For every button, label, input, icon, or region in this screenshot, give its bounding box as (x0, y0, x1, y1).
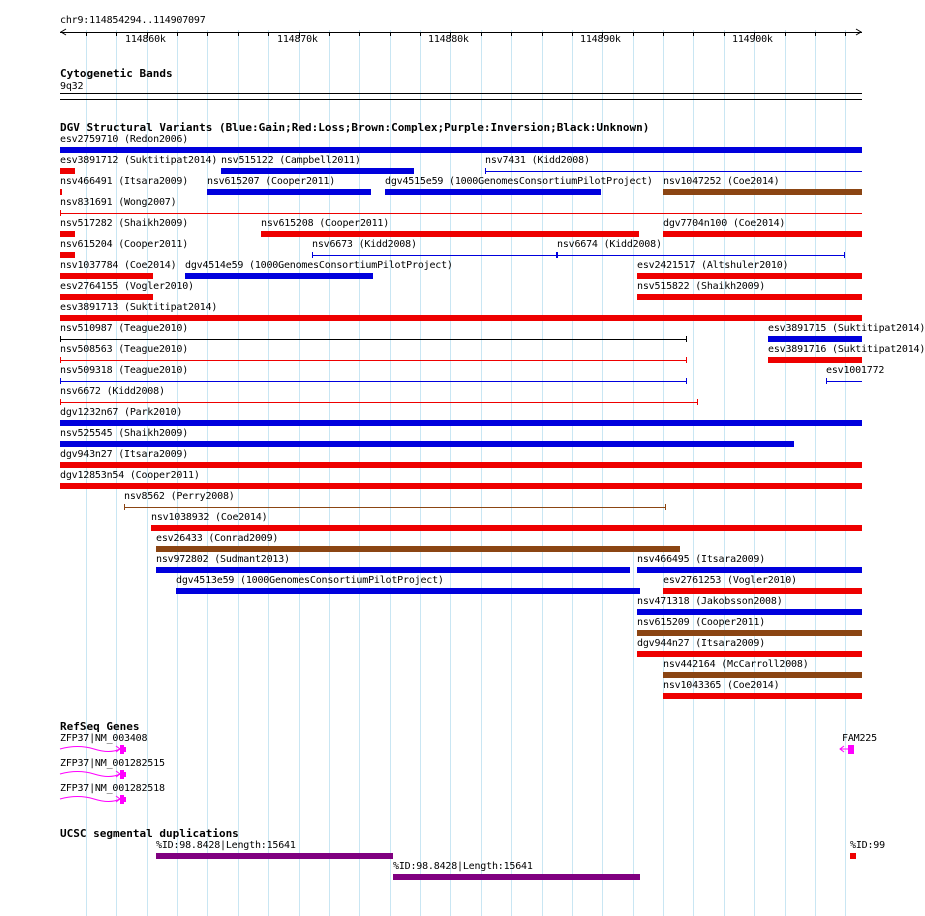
gridline (390, 30, 391, 916)
dgv-feature-bar[interactable] (60, 231, 75, 237)
dgv-feature-bar[interactable] (60, 147, 862, 153)
dgv-feature-endcap (60, 399, 61, 405)
cytogenetic-track-title[interactable]: Cytogenetic Bands (60, 67, 173, 80)
dgv-feature-label: dgv4514e59 (1000GenomesConsortiumPilotProject) (185, 260, 453, 271)
dgv-feature-line[interactable] (312, 255, 557, 256)
ruler-tick (724, 32, 725, 36)
ruler-tick (815, 32, 816, 36)
segdup-bar[interactable] (850, 853, 856, 859)
dgv-feature-label: esv3891713 (Suktitipat2014) (60, 302, 218, 313)
dgv-feature-bar[interactable] (663, 189, 862, 195)
dgv-feature-label: nsv471318 (Jakobsson2008) (637, 596, 783, 607)
gridline (785, 30, 786, 916)
dgv-feature-label: dgv4515e59 (1000GenomesConsortiumPilotProject) (385, 176, 653, 187)
dgv-feature-bar[interactable] (663, 231, 862, 237)
dgv-feature-bar[interactable] (663, 693, 862, 699)
gridline (724, 30, 725, 916)
dgv-feature-line[interactable] (60, 402, 698, 403)
dgv-feature-line[interactable] (60, 339, 687, 340)
dgv-feature-bar[interactable] (60, 273, 153, 279)
dgv-feature-line[interactable] (60, 381, 687, 382)
dgv-feature-label: nsv466495 (Itsara2009) (637, 554, 766, 565)
ruler-tick (511, 32, 512, 36)
dgv-feature-label: nsv6673 (Kidd2008) (312, 239, 417, 250)
dgv-feature-label: dgv12853n54 (Cooper2011) (60, 470, 200, 481)
ruler-tick (86, 32, 87, 36)
dgv-feature-label: nsv615204 (Cooper2011) (60, 239, 189, 250)
dgv-feature-label: nsv615209 (Cooper2011) (637, 617, 766, 628)
segdup-label: %ID:98.8428|Length:15641 (393, 861, 533, 872)
dgv-feature-endcap (312, 252, 313, 258)
dgv-feature-bar[interactable] (60, 168, 75, 174)
cytoband-bottom-line (60, 99, 862, 100)
dgv-feature-bar[interactable] (156, 546, 680, 552)
dgv-feature-label: dgv943n27 (Itsara2009) (60, 449, 189, 460)
dgv-feature-bar[interactable] (151, 525, 862, 531)
gridline (633, 30, 634, 916)
gene-model[interactable] (60, 792, 150, 806)
ruler-range-label: chr9:114854294..114907097 (60, 15, 206, 26)
dgv-feature-label: nsv525545 (Shaikh2009) (60, 428, 189, 439)
dgv-feature-endcap (60, 336, 61, 342)
dgv-feature-label: nsv515122 (Campbell2011) (221, 155, 361, 166)
dgv-feature-endcap (485, 168, 486, 174)
dgv-feature-bar[interactable] (156, 567, 630, 573)
ruler-tick-label: 114890k (580, 34, 621, 45)
dgv-feature-bar[interactable] (207, 189, 371, 195)
dgv-feature-bar[interactable] (663, 588, 862, 594)
dgv-feature-bar[interactable] (261, 231, 639, 237)
dgv-feature-bar[interactable] (637, 567, 862, 573)
dgv-feature-bar[interactable] (60, 420, 862, 426)
dgv-feature-bar[interactable] (60, 189, 62, 195)
gridline (481, 30, 482, 916)
dgv-feature-label: esv3891716 (Suktitipat2014) (768, 344, 925, 355)
ruler-tick (268, 32, 269, 36)
dgv-feature-endcap (557, 252, 558, 258)
dgv-feature-bar[interactable] (60, 252, 75, 258)
dgv-feature-label: nsv831691 (Wong2007) (60, 197, 177, 208)
dgv-feature-bar[interactable] (60, 294, 153, 300)
dgv-feature-label: nsv510987 (Teague2010) (60, 323, 189, 334)
dgv-feature-endcap (686, 357, 687, 363)
ruler-tick (177, 32, 178, 36)
dgv-feature-label: nsv7431 (Kidd2008) (485, 155, 590, 166)
segdup-track-title[interactable]: UCSC segmental duplications (60, 827, 239, 840)
ruler-tick-label: 114870k (277, 34, 318, 45)
dgv-feature-endcap (60, 378, 61, 384)
dgv-track-title[interactable]: DGV Structural Variants (Blue:Gain;Red:Loss;Brown:Complex;Purple:Inversion;Black:Unknown) (60, 121, 650, 134)
dgv-feature-bar[interactable] (637, 273, 862, 279)
dgv-feature-label: nsv615208 (Cooper2011) (261, 218, 390, 229)
dgv-feature-label: nsv466491 (Itsara2009) (60, 176, 189, 187)
ruler-tick (693, 32, 694, 36)
gene-label: ZFP37|NM_003408 (60, 733, 148, 744)
ruler-tick (238, 32, 239, 36)
dgv-feature-bar[interactable] (221, 168, 414, 174)
dgv-feature-bar[interactable] (60, 315, 862, 321)
dgv-feature-label: nsv509318 (Teague2010) (60, 365, 189, 376)
dgv-feature-label: nsv1043365 (Coe2014) (663, 680, 780, 691)
segdup-label: %ID:98.8428|Length:15641 (156, 840, 296, 851)
ruler-tick (633, 32, 634, 36)
ruler-tick (329, 32, 330, 36)
dgv-feature-endcap (826, 378, 827, 384)
dgv-feature-label: dgv944n27 (Itsara2009) (637, 638, 766, 649)
dgv-feature-bar[interactable] (768, 357, 862, 363)
dgv-feature-label: esv2761253 (Vogler2010) (663, 575, 797, 586)
ruler-tick (845, 32, 846, 36)
gene-model[interactable] (838, 742, 858, 756)
dgv-feature-bar[interactable] (60, 441, 794, 447)
ruler-tick (420, 32, 421, 36)
dgv-feature-label: dgv7704n100 (Coe2014) (663, 218, 786, 229)
ruler-tick (481, 32, 482, 36)
gridline (450, 30, 451, 916)
dgv-feature-label: nsv442164 (McCarroll2008) (663, 659, 809, 670)
dgv-feature-label: dgv1232n67 (Park2010) (60, 407, 183, 418)
dgv-feature-label: nsv6674 (Kidd2008) (557, 239, 662, 250)
ruler-tick (116, 32, 117, 36)
gene-model[interactable] (60, 742, 150, 756)
dgv-feature-endcap (697, 399, 698, 405)
ruler-tick (390, 32, 391, 36)
dgv-feature-label: esv26433 (Conrad2009) (156, 533, 279, 544)
gridline (602, 30, 603, 916)
dgv-feature-line[interactable] (60, 213, 862, 214)
dgv-feature-bar[interactable] (637, 651, 862, 657)
dgv-feature-endcap (60, 210, 61, 216)
gridline (663, 30, 664, 916)
gridline (754, 30, 755, 916)
dgv-feature-line[interactable] (557, 255, 845, 256)
ruler-tick-label: 114880k (428, 34, 469, 45)
dgv-feature-bar[interactable] (637, 294, 862, 300)
dgv-feature-label: dgv4513e59 (1000GenomesConsortiumPilotProject) (176, 575, 444, 586)
dgv-feature-bar[interactable] (768, 336, 862, 342)
dgv-feature-label: nsv1037784 (Coe2014) (60, 260, 177, 271)
gridline (693, 30, 694, 916)
dgv-feature-label: nsv1038932 (Coe2014) (151, 512, 268, 523)
ruler-tick (663, 32, 664, 36)
ruler-tick (542, 32, 543, 36)
gene-model[interactable] (60, 767, 150, 781)
ruler-tick (359, 32, 360, 36)
ruler-tick (572, 32, 573, 36)
dgv-feature-label: esv2421517 (Altshuler2010) (637, 260, 789, 271)
gridline (420, 30, 421, 916)
dgv-feature-label: nsv6672 (Kidd2008) (60, 386, 165, 397)
dgv-feature-endcap (665, 504, 666, 510)
gene-label: ZFP37|NM_001282515 (60, 758, 165, 769)
dgv-feature-label: nsv8562 (Perry2008) (124, 491, 235, 502)
dgv-feature-endcap (686, 378, 687, 384)
ruler-tick-label: 114900k (732, 34, 773, 45)
dgv-feature-label: esv3891715 (Suktitipat2014) (768, 323, 925, 334)
dgv-feature-line[interactable] (826, 381, 862, 382)
ruler-tick-label: 114860k (125, 34, 166, 45)
dgv-feature-endcap (844, 252, 845, 258)
cytoband-label: 9q32 (60, 81, 84, 92)
segdup-bar[interactable] (393, 874, 640, 880)
gridline (845, 30, 846, 916)
dgv-feature-line[interactable] (60, 360, 687, 361)
dgv-feature-label: nsv615207 (Cooper2011) (207, 176, 336, 187)
dgv-feature-label: nsv517282 (Shaikh2009) (60, 218, 189, 229)
gene-label: FAM225 (842, 733, 877, 744)
dgv-feature-line[interactable] (485, 171, 862, 172)
ruler-tick (785, 32, 786, 36)
segdup-bar[interactable] (156, 853, 393, 859)
dgv-feature-label: nsv508563 (Teague2010) (60, 344, 189, 355)
gridline (815, 30, 816, 916)
segdup-label: %ID:99 (850, 840, 885, 851)
dgv-feature-bar[interactable] (176, 588, 640, 594)
cytoband-top-line (60, 93, 862, 94)
dgv-feature-bar[interactable] (637, 609, 862, 615)
dgv-feature-label: esv3891712 (Suktitipat2014) (60, 155, 218, 166)
dgv-feature-bar[interactable] (663, 672, 862, 678)
dgv-feature-bar[interactable] (185, 273, 373, 279)
ruler-tick (207, 32, 208, 36)
dgv-feature-bar[interactable] (60, 462, 862, 468)
gene-label: ZFP37|NM_001282518 (60, 783, 165, 794)
dgv-feature-label: esv2764155 (Vogler2010) (60, 281, 194, 292)
ruler-arrows (0, 0, 890, 60)
dgv-feature-label: nsv1047252 (Coe2014) (663, 176, 780, 187)
dgv-feature-line[interactable] (124, 507, 666, 508)
dgv-feature-bar[interactable] (60, 483, 862, 489)
dgv-feature-endcap (124, 504, 125, 510)
dgv-feature-bar[interactable] (385, 189, 601, 195)
dgv-feature-endcap (686, 336, 687, 342)
dgv-feature-label: esv1001772 (826, 365, 885, 376)
dgv-feature-label: nsv515822 (Shaikh2009) (637, 281, 766, 292)
dgv-feature-label: esv2759710 (Redon2006) (60, 134, 189, 145)
dgv-feature-endcap (60, 357, 61, 363)
dgv-feature-bar[interactable] (637, 630, 862, 636)
dgv-feature-label: nsv972802 (Sudmant2013) (156, 554, 290, 565)
refseq-track-title[interactable]: RefSeq Genes (60, 720, 140, 733)
